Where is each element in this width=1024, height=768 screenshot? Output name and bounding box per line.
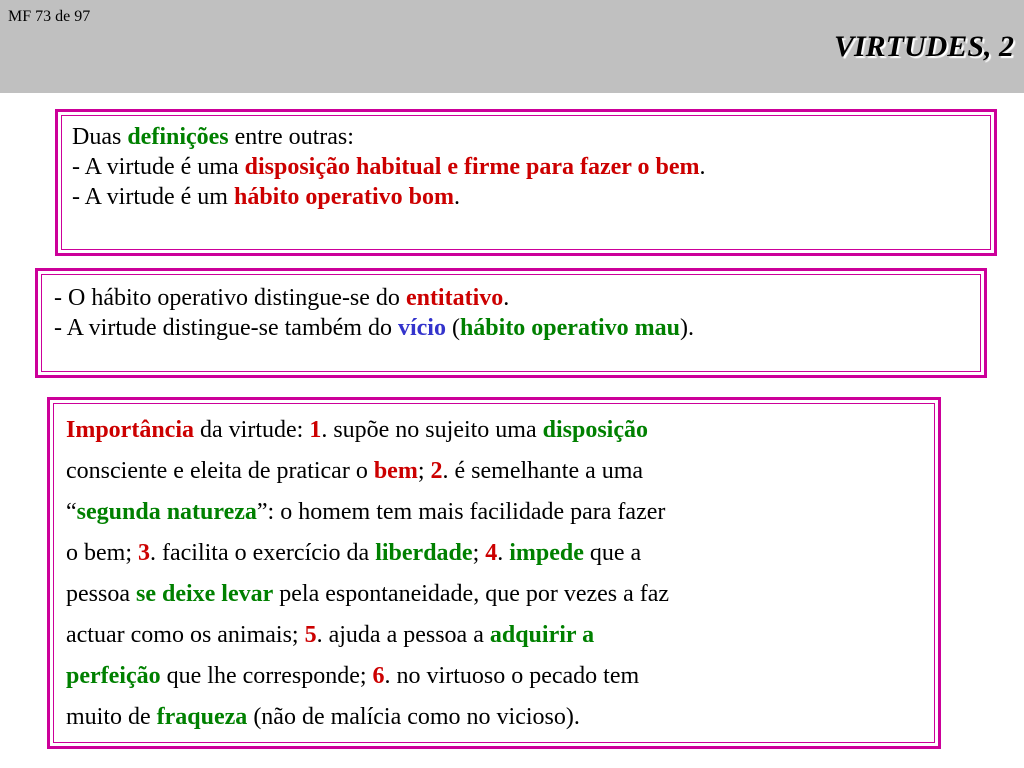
highlight-text: vício — [397, 315, 446, 341]
text-run: “ — [66, 499, 77, 525]
text-run: . é semelhante a uma — [442, 458, 644, 484]
text-run: - O hábito operativo distingue-se do — [54, 285, 406, 311]
highlight-text: 1 — [309, 417, 322, 443]
highlight-text: disposição habitual e firme para fazer o bem — [244, 154, 700, 180]
highlight-text: segunda natureza — [76, 499, 257, 525]
highlight-text: 3 — [138, 540, 150, 566]
highlight-text: adquirir a — [489, 622, 595, 648]
definitions-box-content — [61, 115, 991, 250]
text-line — [72, 182, 982, 212]
highlight-text: fraqueza — [156, 704, 248, 730]
highlight-text: Importância — [66, 417, 194, 443]
highlight-text: 6 — [372, 663, 385, 689]
text-run: ; — [417, 458, 431, 484]
highlight-text: hábito operativo bom — [233, 184, 454, 210]
text-run: que a — [583, 540, 642, 566]
highlight-text: se deixe levar — [135, 581, 274, 607]
highlight-text: 2 — [430, 458, 443, 484]
text-run: consciente e eleita de praticar o — [66, 458, 374, 484]
highlight-text: 4 — [485, 540, 498, 566]
text-run: da virtude: — [194, 417, 310, 443]
text-run: . facilita o exercício da — [150, 540, 376, 566]
text-run: ). — [679, 315, 694, 341]
text-run: (não de malícia como no vicioso). — [247, 704, 580, 730]
highlight-text: perfeição — [66, 663, 161, 689]
text-run: . no virtuoso o pecado tem — [384, 663, 640, 689]
text-run: - A virtude é um — [72, 184, 234, 210]
highlight-text: impede — [509, 540, 584, 566]
text-run: ( — [445, 315, 460, 341]
text-run: - A virtude é uma — [72, 154, 245, 180]
highlight-text: liberdade — [375, 540, 473, 566]
text-run: . — [497, 540, 510, 566]
text-run: o bem; — [66, 540, 138, 566]
text-line — [66, 656, 926, 697]
text-line — [54, 313, 972, 343]
slide-title: VIRTUDES, 2 — [833, 30, 1014, 63]
definitions-box — [55, 109, 997, 256]
text-line — [66, 492, 926, 533]
text-line — [54, 283, 972, 313]
text-run: . ajuda a pessoa a — [316, 622, 490, 648]
text-line — [66, 451, 926, 492]
text-run: entre outras: — [228, 124, 354, 150]
text-line — [66, 410, 926, 451]
importance-box — [47, 397, 941, 749]
text-run: . — [454, 184, 460, 210]
text-run: que lhe corresponde; — [160, 663, 373, 689]
slide-header — [0, 0, 1024, 93]
highlight-text: bem — [373, 458, 418, 484]
highlight-text: disposição — [542, 417, 648, 443]
slide-number: MF 73 de 97 — [8, 8, 91, 25]
text-line — [66, 697, 926, 738]
importance-box-content — [53, 403, 935, 743]
text-run: Duas — [72, 124, 128, 150]
text-run: ; — [472, 540, 486, 566]
text-line — [72, 122, 982, 152]
text-run: pela espontaneidade, que por vezes a faz — [273, 581, 670, 607]
text-run: muito de — [66, 704, 157, 730]
highlight-text: hábito operativo mau — [459, 315, 680, 341]
text-line — [72, 152, 982, 182]
text-run: . — [503, 285, 510, 311]
highlight-text: definições — [127, 124, 229, 150]
text-line — [66, 574, 926, 615]
text-line — [66, 533, 926, 574]
text-run: actuar como os animais; — [66, 622, 305, 648]
highlight-text: 5 — [304, 622, 317, 648]
text-run: . — [699, 154, 706, 180]
highlight-text: entitativo — [405, 285, 504, 311]
text-line — [66, 615, 926, 656]
text-run: . supõe no sujeito uma — [321, 417, 543, 443]
text-run: - A virtude distingue-se também do — [54, 315, 398, 341]
text-run: ”: o homem tem mais facilidade para fazer — [256, 499, 666, 525]
distinctions-box-content — [41, 274, 981, 372]
text-run: pessoa — [66, 581, 136, 607]
distinctions-box — [35, 268, 987, 378]
